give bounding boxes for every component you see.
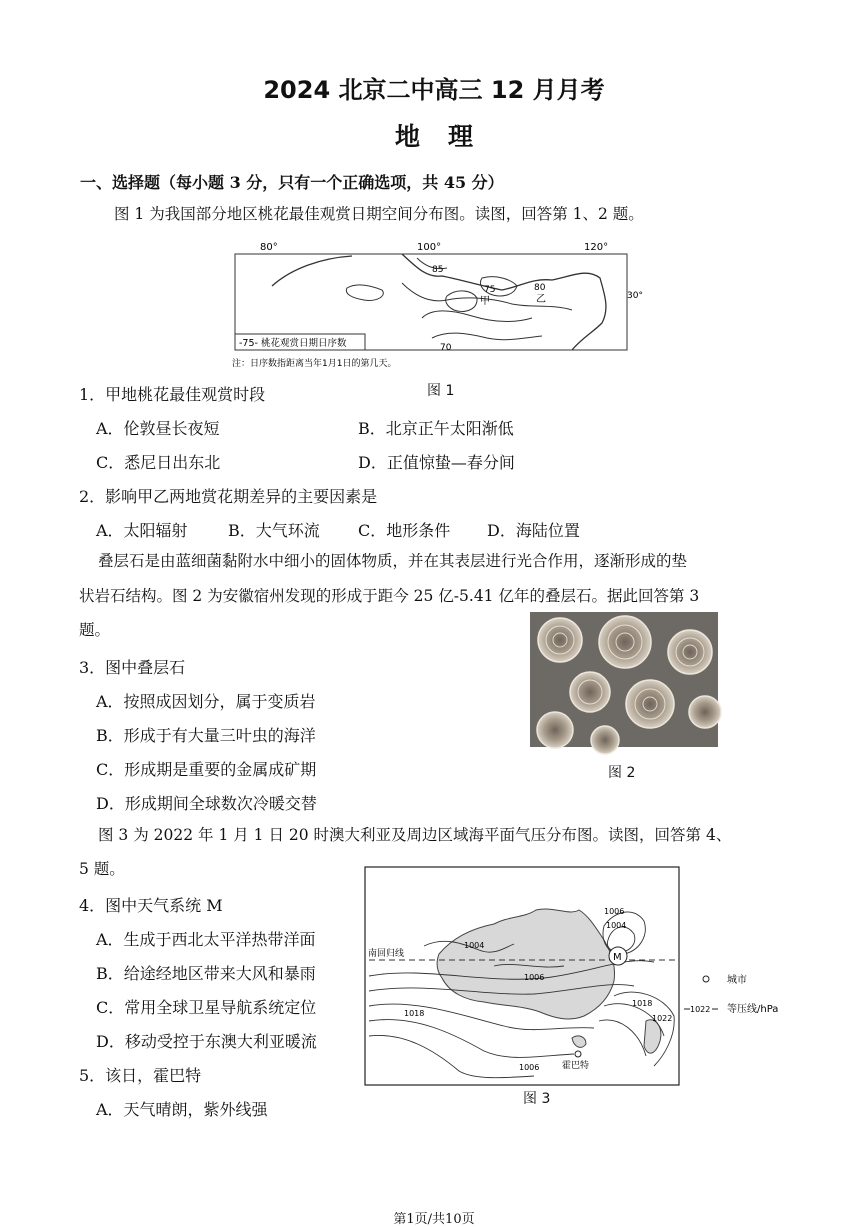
lon-label: 80° <box>260 242 278 253</box>
figure-1-caption: 图 1 <box>427 383 455 399</box>
isobar-label: 1022 <box>652 1014 673 1023</box>
isobar-label: 1004 <box>464 941 485 950</box>
intro-fig2-line3: 题。 <box>79 621 111 639</box>
q3-option-b[interactable]: B．形成于有大量三叶虫的海洋 <box>96 726 316 745</box>
q2-option-a[interactable]: A．太阳辐射 <box>96 521 188 540</box>
q4-option-c[interactable]: C．常用全球卫星导航系统定位 <box>96 998 317 1017</box>
question-1-stem: 1．甲地桃花最佳观赏时段 <box>79 385 266 404</box>
q3-option-c[interactable]: C．形成期是重要的金属成矿期 <box>96 760 317 779</box>
q1-option-c[interactable]: C．悉尼日出东北 <box>96 453 221 472</box>
intro-fig3-line2: 5 题。 <box>79 860 125 878</box>
q4-option-d[interactable]: D．移动受控于东澳大利亚暖流 <box>96 1032 317 1051</box>
q3-option-d[interactable]: D．形成期间全球数次冷暖交替 <box>96 794 317 813</box>
q1-option-a[interactable]: A．伦敦昼长夜短 <box>96 419 220 438</box>
question-3-stem: 3．图中叠层石 <box>79 658 186 677</box>
figure-3-caption: 图 3 <box>523 1091 551 1107</box>
question-2-stem: 2．影响甲乙两地赏花期差异的主要因素是 <box>79 487 378 506</box>
contour-label: 80 <box>534 283 546 293</box>
q2-option-b[interactable]: B．大气环流 <box>228 521 320 540</box>
figure-1-map <box>232 238 643 373</box>
place-yi: 乙 <box>536 294 546 305</box>
exam-title: 2024 北京二中高三 12 月月考 <box>263 76 605 104</box>
q1-option-d[interactable]: D．正值惊蛰—春分间 <box>358 453 515 472</box>
q2-option-c[interactable]: C．地形条件 <box>358 521 451 540</box>
legend-city: 城市 <box>727 975 747 986</box>
map-legend: -75- 桃花观赏日期日序数 <box>239 338 347 349</box>
lat-label: 30° <box>627 291 643 301</box>
figure-2-photo <box>530 612 718 747</box>
section-heading: 一、选择题（每小题 3 分，只有一个正确选项，共 45 分） <box>80 173 504 192</box>
q1-option-b[interactable]: B．北京正午太阳渐低 <box>358 419 514 438</box>
subject-title: 地理 <box>394 122 501 151</box>
contour-label: 70 <box>440 343 452 353</box>
isobar-label: 1006 <box>604 907 625 916</box>
map-note: 注：日序数指距离当年1月1日的第几天。 <box>232 359 397 369</box>
isobar-label: 1018 <box>632 999 653 1008</box>
q3-option-a[interactable]: A．按照成因划分，属于变质岩 <box>96 692 316 711</box>
place-jia: 甲 <box>480 296 490 307</box>
intro-fig2-line1: 叠层石是由蓝细菌黏附水中细小的固体物质，并在其表层进行光合作用，逐渐形成的垫 <box>98 552 688 570</box>
city-hobart-label: 霍巴特 <box>562 1061 590 1071</box>
intro-fig2-line2: 状岩石结构。图 2 为安徽宿州发现的形成于距今 25 亿-5.41 亿年的叠层石。据此回答第 3 <box>79 587 700 605</box>
q4-option-b[interactable]: B．给途经地区带来大风和暴雨 <box>96 964 316 983</box>
legend-city-symbol <box>703 976 709 982</box>
legend-isobar: 等压线/hPa <box>727 1004 779 1015</box>
intro-fig1: 图 1 为我国部分地区桃花最佳观赏日期空间分布图。读图，回答第 1、2 题。 <box>114 205 644 223</box>
question-5-stem: 5．该日，霍巴特 <box>79 1066 202 1085</box>
legend-isobar-value: 1022 <box>690 1005 711 1014</box>
tropic-label: 南回归线 <box>368 949 405 959</box>
q5-option-a[interactable]: A．天气晴朗，紫外线强 <box>96 1100 268 1119</box>
isobar-label: 1018 <box>404 1009 425 1018</box>
contour-label: 75 <box>484 285 496 295</box>
isobar-label: 1006 <box>524 973 545 982</box>
isobar-label: 1004 <box>606 921 627 930</box>
q4-option-a[interactable]: A．生成于西北太平洋热带洋面 <box>96 930 316 949</box>
lon-label: 100° <box>417 242 442 253</box>
figure-3-pressure-map <box>364 866 794 1088</box>
figure-2-caption: 图 2 <box>608 765 636 781</box>
page-footer: 第1页/共10页 <box>393 1212 475 1227</box>
lon-label: 120° <box>584 242 609 253</box>
question-4-stem: 4．图中天气系统 M <box>79 896 223 915</box>
intro-fig3-line1: 图 3 为 2022 年 1 月 1 日 20 时澳大利亚及周边区域海平面气压分布图。读图，回答第 4、 <box>98 826 732 844</box>
contour-label: 85 <box>432 265 444 275</box>
q2-option-d[interactable]: D．海陆位置 <box>487 521 580 540</box>
isobar-label: 1006 <box>519 1063 540 1072</box>
system-m-label: M <box>613 952 622 963</box>
